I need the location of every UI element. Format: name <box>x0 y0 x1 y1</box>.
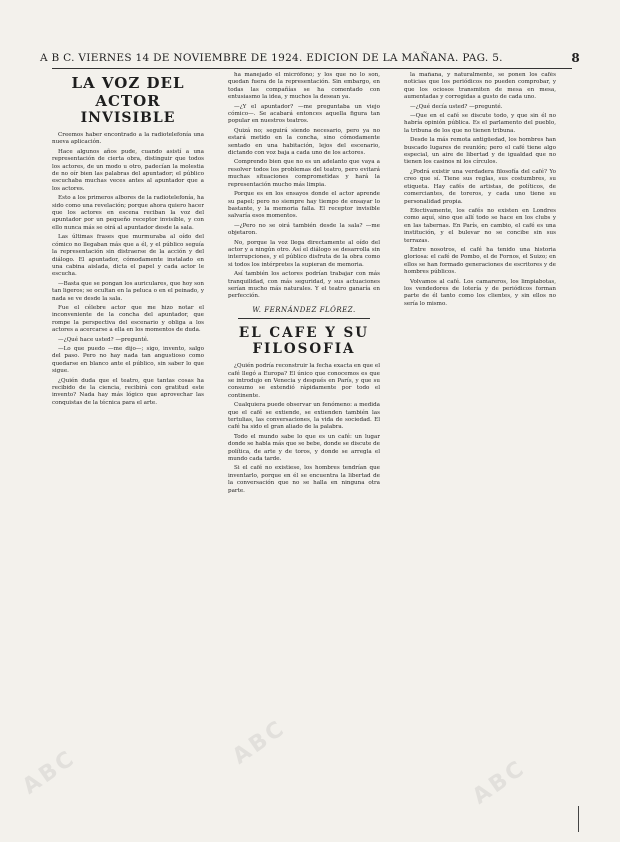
paragraph: Hace algunos años pude, cuando asistí a una representación de cierta obra, distinguir que todos los actores, de un modo u otro, padecían la molestia de no oír bien las palabras del apuntador; el público escuchaba muchas veces antes al apuntador que a los actores. <box>52 148 204 192</box>
paragraph: —¿Y el apuntador? —me preguntaba un viejo cómico—. Se acabará entonces aquella figura tan popular en nuestros teatros. <box>228 103 380 125</box>
paragraph: Quizá no; seguirá siendo necesario, pero ya no estará metido en la concha, sino cómodamente sentado en una habitación, lejos del escenario, dictando con voz baja a cada uno de los actores. <box>228 127 380 157</box>
paragraph: —¿Qué hace usted? —pregunté. <box>58 336 149 343</box>
watermark: ABC <box>18 745 81 800</box>
paragraph: ¿Podrá existir una verdadera filosofía del café? Yo creo que sí. Tiene sus reglas, sus costumbres, su etiqueta. Hay cafés de artistas, de políticos, de comerciantes, de toreros, y cada uno tiene su personalidad propia. <box>404 168 556 205</box>
paragraph: Cualquiera puede observar un fenómeno: a medida que el café se extiende, se extienden también las tertulias, las conversaciones, la vida de sociedad. El café ha sido el gran aliado de la palabra. <box>228 402 380 431</box>
header-text: A B C. VIERNES 14 DE NOVIEMBRE DE 1924. EDICION DE LA MAÑANA. PAG. 5. <box>40 52 503 64</box>
paragraph: Si el café no existiese, los hombres tendrían que inventarlo, porque en él se encuentra la libertad de la conversación que no se halla en ninguna otra parte. <box>228 465 380 494</box>
paragraph: No, porque la voz llega directamente al oído del actor y a ningún otro. Así el diálogo se desarrolla sin interrupciones, y el público disfruta de la obra como si todos los intérpretes la supieran de memoria. <box>228 239 380 268</box>
paragraph: ¿Quién podría reconstruir la fecha exacta en que el café llegó a Europa? El único que conocemos es que se introdujo en Venecia y después en París, y que su consumo se extendió rápidamente por todo el continente. <box>228 363 380 399</box>
paragraph: Volvamos al café. Los camareros, los limpiabotas, los vendedores de lotería y de periódicos forman parte de él tanto como los clientes, y sin ellos no sería lo mismo. <box>404 278 556 307</box>
paragraph: Comprendo bien que no es un adelanto que vaya a resolver todos los problemas del teatro, pero evitará muchas situaciones comprometidas y hará la representación mucho más limpia. <box>228 159 380 188</box>
column-3 <box>404 72 556 832</box>
column-2 <box>228 72 380 832</box>
paragraph: Las últimas frases que murmuraba al oído del cómico no llegaban más que a él, y el público seguía la representación sin distraerse de la acción y del diálogo. El apuntador, cómodamente instalado en una cabina aislada, dicta el papel y cada actor le escucha. <box>52 234 204 278</box>
paragraph: —Basta que se pongan los auriculares, que hoy son tan ligeros; se ocultan en la peluca o en el peinado, y nada se ve desde la sala. <box>52 280 204 302</box>
article-title: LA VOZ DEL ACTOR INVISIBLE <box>71 74 185 126</box>
paragraph: Fue el célebre actor que me hizo notar el inconveniente de la concha del apuntador, que rompe la perspectiva del escenario y obliga a los actores a acercarse a ella en los momentos de duda. <box>52 304 204 334</box>
paragraph: ha manejado el micrófono; y los que no lo son, quedan fuera de la representación. Sin embargo, en todas las compañías se ha comentado con entusiasmo la idea, y muchos la desean ya. <box>228 72 380 101</box>
watermark: ABC <box>468 755 531 810</box>
paragraph: —¿Pero no se oirá también desde la sala? —me objetaron. <box>228 222 380 237</box>
paragraph: —¿Qué decía usted? —pregunté. <box>410 103 503 110</box>
paragraph: Efectivamente, los cafés no existen en Londres como aquí, sino que allí todo se hace en los clubs y en las tabernas. En París, en cambio, el café es una institución, y el bulevar no se concibe sin sus terrazas. <box>404 207 556 244</box>
author-byline: W. FERNÁNDEZ FLÓREZ. <box>252 305 356 314</box>
paragraph: —Que en el café se discute todo, y que sin él no habría opinión pública. Es el parlamento del pueblo, la tribuna de los que no tienen tribuna. <box>404 113 556 134</box>
paragraph: —Lo que puedo —me dijo—; sigo, invento, salgo del paso. Pero no hay nada tan angustioso como quedarse en blanco ante el público, sin saber lo que sigue. <box>52 345 204 375</box>
paragraph: ¿Quién duda que el teatro, que tantas cosas ha recibido de la ciencia, recibirá con gratitud este invento? Nada hay más lógico que aprovechar las conquistas de la técnica para el arte. <box>52 377 204 406</box>
article-separator <box>238 318 370 319</box>
paragraph: Esto a los primeros albores de la radiotelefonía, ha sido como una revelación; porque ahora quiero hacer que los actores en escena reciban la voz del apuntador por un pequeño receptor invisible, y con ello nunca más se oirá al apuntador desde la sala. <box>52 195 204 231</box>
article-title: EL CAFE Y SU FILOSOFIA <box>238 325 370 358</box>
column-1 <box>52 72 204 832</box>
page-header <box>40 50 580 66</box>
paragraph: la mañana, y naturalmente, se ponen los cafés noticias que los periódicos no pueden comprobar, y que los ociosos transmiten de mesa en mesa, aumentadas y corregidas a gusto de cada uno. <box>404 72 556 101</box>
paragraph: Desde la más remota antigüedad, los hombres han buscado lugares de reunión; pero el café tiene algo especial, un aire de libertad y de igualdad que no tienen los casinos ni los círculos. <box>404 137 556 166</box>
paragraph: Creemos haber encontrado a la radiotelefonía una nueva aplicación. <box>52 132 204 146</box>
paragraph: Todo el mundo sabe lo que es un café: un lugar donde se habla más que se bebe, donde se discute de política, de arte y de toros, y donde se arregla el mundo cada tarde. <box>228 433 380 463</box>
paragraph: Entre nosotros, el café ha tenido una historia gloriosa: el café de Pombo, el de Fornos, el Suizo; en ellos se han formado generaciones de escritores y de hombres públicos. <box>404 246 556 276</box>
header-rule <box>52 68 572 69</box>
print-mark <box>578 806 579 832</box>
paragraph: Porque es en los ensayos donde el actor aprende su papel; pero no siempre hay tiempo de ensayar lo bastante, y la memoria falla. El receptor invisible salvaría esos momentos. <box>228 191 380 220</box>
page-number: 8 <box>571 51 580 65</box>
watermark: ABC <box>228 715 291 770</box>
paragraph: Así también los actores podrían trabajar con más tranquilidad, con más seguridad, y sus actuaciones serían mucho más naturales. Y el teatro ganaría en perfección. <box>228 271 380 300</box>
